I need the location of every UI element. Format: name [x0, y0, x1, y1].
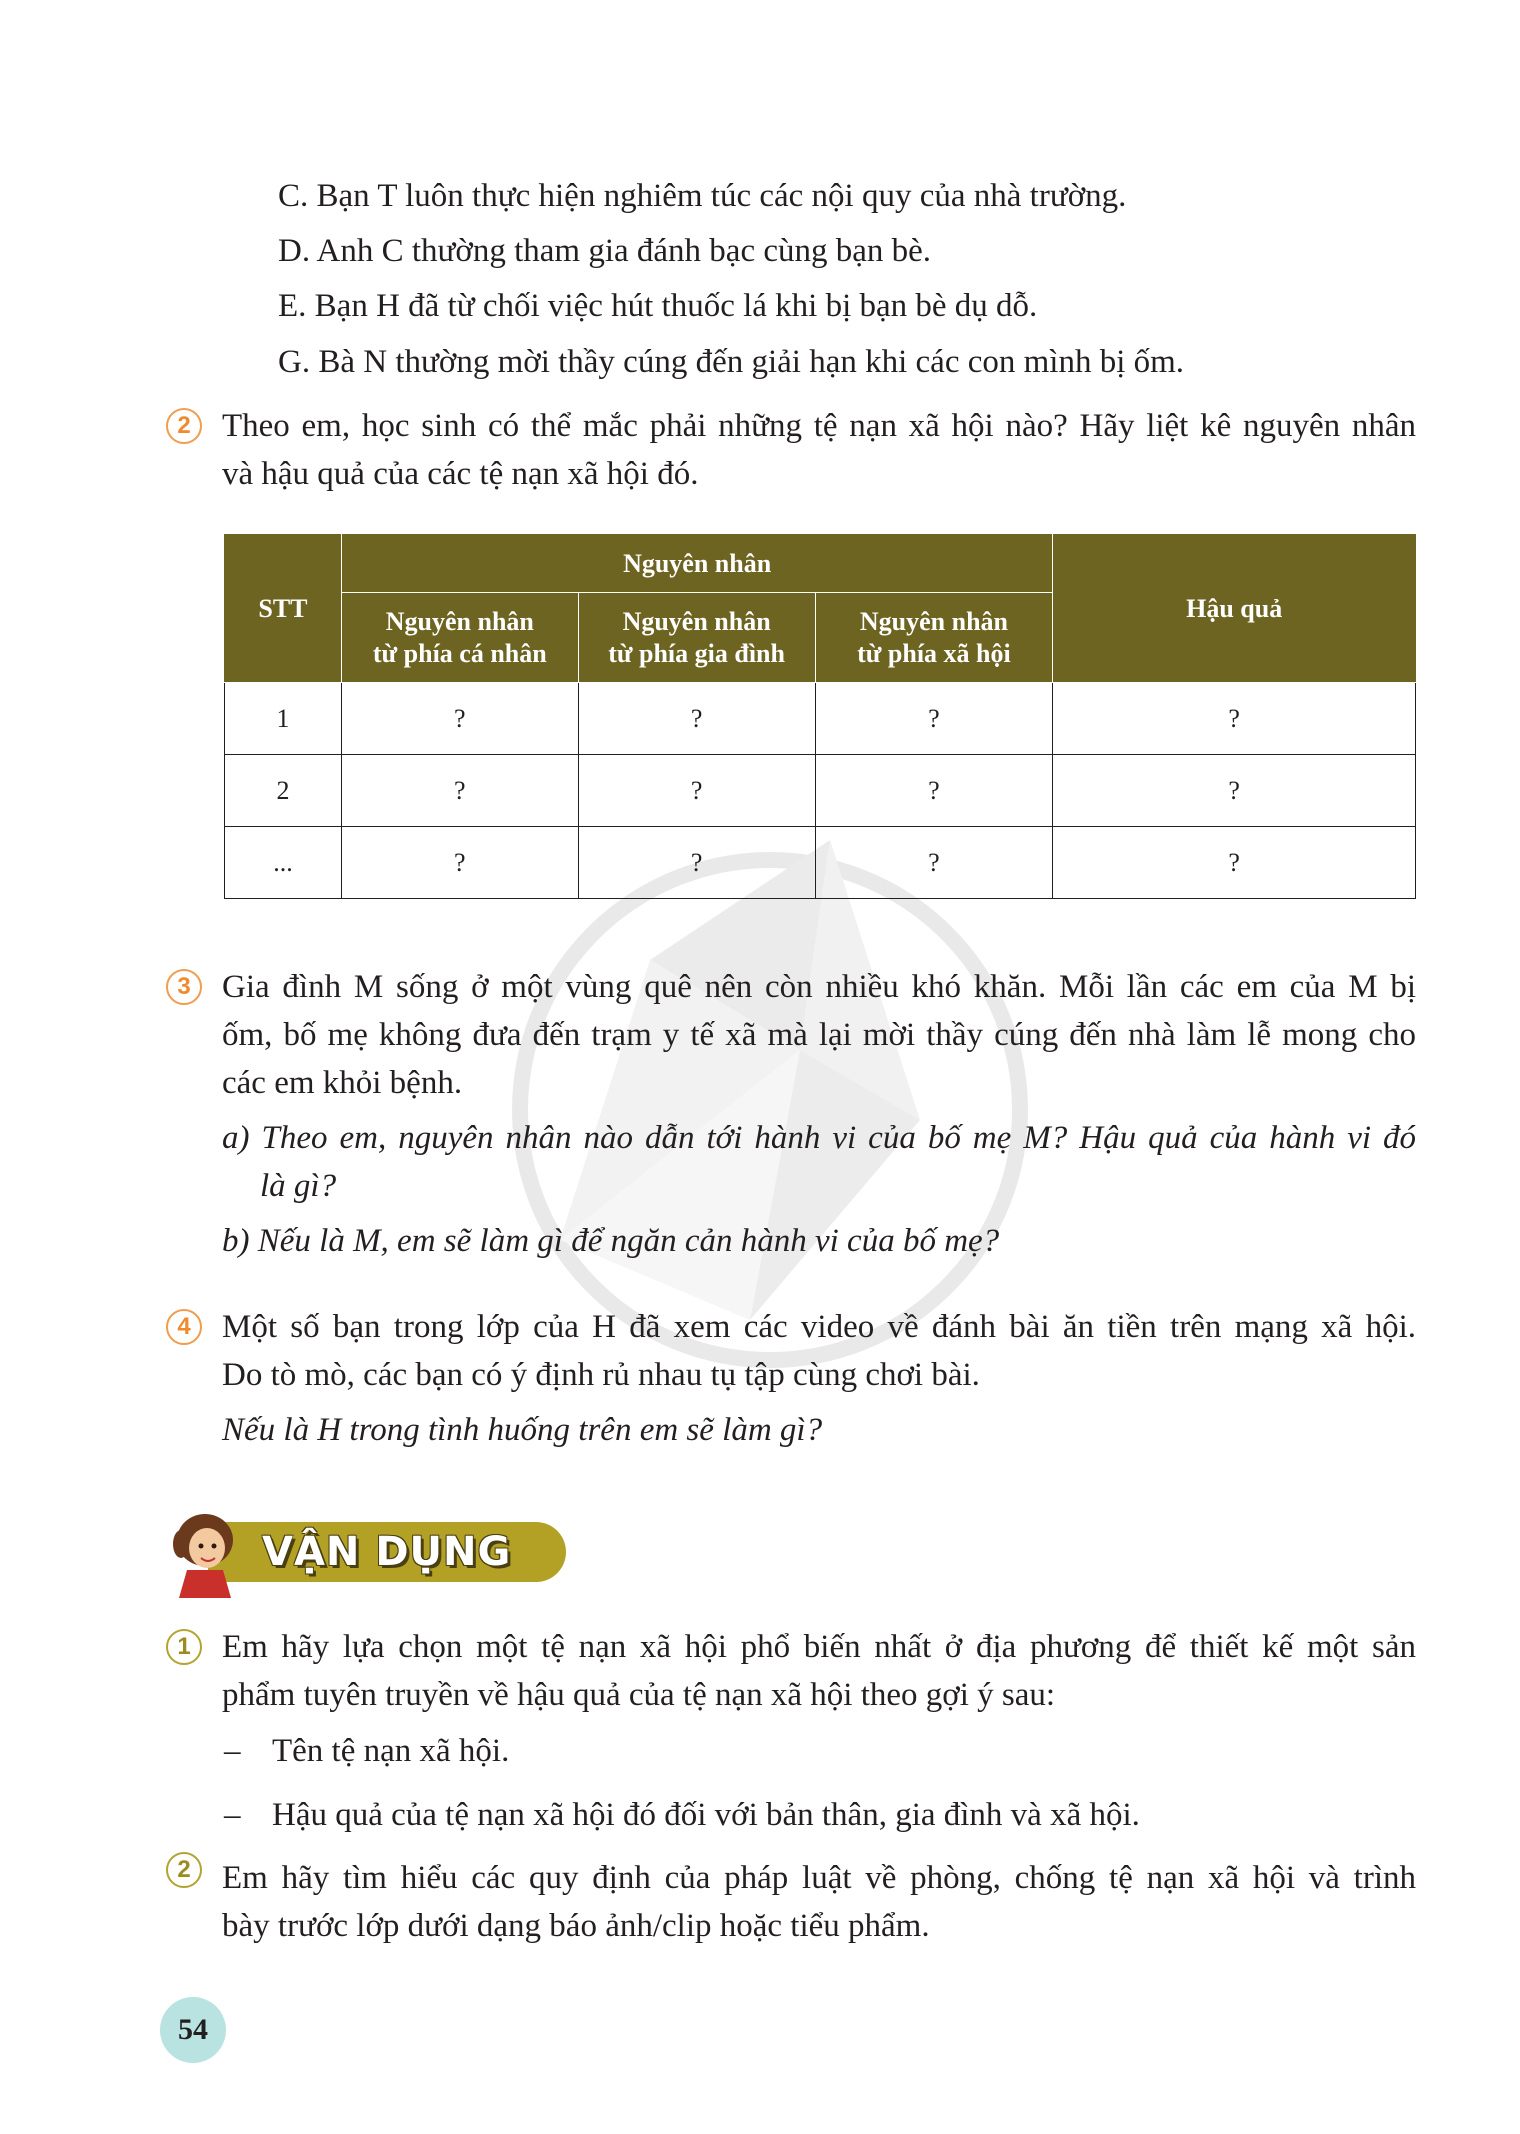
table-cell: ? [815, 683, 1053, 755]
question-3-line-2: ốm, bố mẹ không đưa đến trạm y tế xã mà lại mời thầy cúng đến nhà làm lễ mong cho [222, 1017, 1416, 1053]
question-3b: b) Nếu là M, em sẽ làm gì để ngăn cản hành vi của bố mẹ? [222, 1223, 1000, 1259]
table-cell: ? [1053, 827, 1416, 899]
option-c: C. Bạn T luôn thực hiện nghiêm túc các nội quy của nhà trường. [278, 178, 1127, 214]
option-g: G. Bà N thường mời thầy cúng đến giải hạn khi các con mình bị ốm. [278, 344, 1185, 380]
apply-1-line-1: Em hãy lựa chọn một tệ nạn xã hội phổ biến nhất ở địa phương để thiết kế một sản [222, 1629, 1416, 1665]
question-3a-line-1: a) Theo em, nguyên nhân nào dẫn tới hành vi của bố mẹ M? Hậu quả của hành vi đó [222, 1120, 1416, 1156]
question-4-line-2: Do tò mò, các bạn có ý định rủ nhau tụ tập cùng chơi bài. [222, 1357, 980, 1393]
header-personal-causes: Nguyên nhân từ phía cá nhân [341, 593, 578, 683]
question-number-2: 2 [166, 408, 202, 444]
table-row [225, 755, 1416, 827]
table-cell: ? [578, 827, 815, 899]
page-number: 54 [160, 1997, 226, 2063]
girl-mascot-icon [165, 1510, 245, 1600]
table-cell: ? [341, 683, 578, 755]
table-cell: 2 [225, 755, 342, 827]
bullet-dash: – [224, 1733, 241, 1769]
table-cell: ? [341, 755, 578, 827]
table-row [225, 683, 1416, 755]
apply-number-2: 2 [166, 1852, 202, 1888]
table-cell: ... [225, 827, 342, 899]
apply-2-line-2: bày trước lớp dưới dạng báo ảnh/clip hoặc tiểu phẩm. [222, 1908, 930, 1944]
apply-1-bullet-1: Tên tệ nạn xã hội. [272, 1733, 510, 1769]
question-number-3: 3 [166, 969, 202, 1005]
option-d: D. Anh C thường tham gia đánh bạc cùng bạn bè. [278, 233, 932, 269]
question-number-4: 4 [166, 1309, 202, 1345]
header-family-causes: Nguyên nhân từ phía gia đình [578, 593, 815, 683]
question-3a-line-2: là gì? [260, 1168, 337, 1204]
question-3-line-3: các em khỏi bệnh. [222, 1065, 463, 1101]
question-3-line-1: Gia đình M sống ở một vùng quê nên còn nhiều khó khăn. Mỗi lần các em của M bị [222, 969, 1416, 1005]
option-e: E. Bạn H đã từ chối việc hút thuốc lá khi bị bạn bè dụ dỗ. [278, 288, 1038, 324]
table-cell: ? [815, 755, 1053, 827]
table-cell: ? [578, 683, 815, 755]
apply-1-line-2: phẩm tuyên truyền về hậu quả của tệ nạn xã hội theo gợi ý sau: [222, 1677, 1056, 1713]
watermark-logo-icon [500, 820, 1040, 1380]
table-cell: ? [341, 827, 578, 899]
question-4-line-3: Nếu là H trong tình huống trên em sẽ làm gì? [222, 1412, 823, 1448]
table-cell: ? [1053, 683, 1416, 755]
header-stt: STT [225, 535, 342, 683]
question-4-line-1: Một số bạn trong lớp của H đã xem các video về đánh bài ăn tiền trên mạng xã hội. [222, 1309, 1416, 1345]
table-cell: 1 [225, 683, 342, 755]
causes-consequences-table [224, 534, 1416, 899]
table-cell: ? [1053, 755, 1416, 827]
table-cell: ? [578, 755, 815, 827]
question-2-line-1: Theo em, học sinh có thể mắc phải những tệ nạn xã hội nào? Hãy liệt kê nguyên nhân [222, 408, 1416, 444]
bullet-dash: – [224, 1797, 241, 1833]
section-title: VẬN DỤNG [262, 1529, 512, 1575]
apply-1-bullet-2: Hậu quả của tệ nạn xã hội đó đối với bản thân, gia đình và xã hội. [272, 1797, 1140, 1833]
question-2-line-2: và hậu quả của các tệ nạn xã hội đó. [222, 456, 699, 492]
table-row [225, 827, 1416, 899]
apply-2-line-1: Em hãy tìm hiểu các quy định của pháp luật về phòng, chống tệ nạn xã hội và trình [222, 1860, 1416, 1896]
table-cell: ? [815, 827, 1053, 899]
header-consequences: Hậu quả [1053, 535, 1416, 683]
header-causes: Nguyên nhân [341, 535, 1052, 593]
apply-number-1: 1 [166, 1629, 202, 1665]
header-society-causes: Nguyên nhân từ phía xã hội [815, 593, 1053, 683]
